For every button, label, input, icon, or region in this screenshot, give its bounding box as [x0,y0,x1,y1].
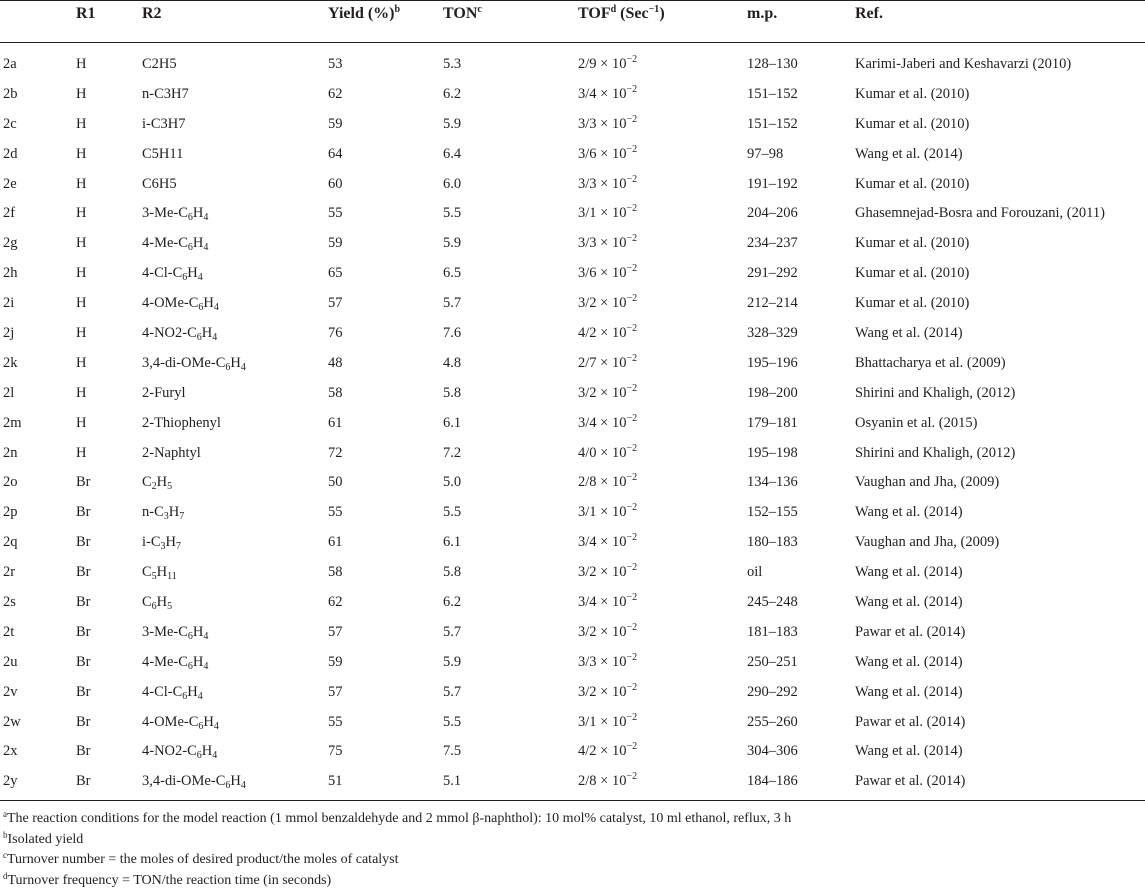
cell-compound-id: 2r [3,564,16,581]
cell-compound-id: 2f [3,205,16,222]
cell-r2: $3,4-di-OMe-C_6H_4$ [142,354,246,373]
cell-r1: Br [76,653,91,670]
cell-melting-point: 195–196 [747,354,798,371]
cell-melting-point: 151–152 [747,115,798,132]
cell-melting-point: 151–152 [747,85,798,102]
cell-yield: 61 [328,534,343,551]
header-r1: R1 [76,5,96,22]
cell-melting-point: 245–248 [747,594,798,611]
cell-reference: Kumar et al. (2010) [855,85,970,102]
cell-ton: 5.9 [443,653,462,670]
cell-compound-id: 2l [3,384,15,401]
cell-tof: $4/2 \times 10^{-2}$ [578,323,638,342]
cell-tof: $3/2 \times 10^{-2}$ [578,681,638,700]
cell-yield: 72 [328,444,343,461]
cell-ton: 6.2 [443,594,462,611]
cell-reference: Karimi-Jaberi and Keshavarzi (2010) [855,56,1072,72]
table-row [0,682,1145,712]
cell-compound-id: 2d [3,145,18,162]
cell-ton: 5.1 [443,773,462,790]
cell-r1: H [76,56,87,72]
cell-r1: Br [76,623,91,640]
cell-reference: Wang et al. (2014) [855,594,963,611]
table-row [0,413,1145,443]
cell-r1: Br [76,564,91,581]
table-row [0,144,1145,174]
cell-compound-id: 2v [3,683,18,700]
cell-melting-point: 250–251 [747,653,798,670]
cell-r2: 2-Thiophenyl [142,414,221,431]
cell-ton: 6.4 [443,145,462,162]
cell-reference: Vaughan and Jha, (2009) [855,534,1000,551]
cell-compound-id: 2o [3,474,18,491]
cell-yield: 50 [328,474,343,491]
cell-tof: $3/6 \times 10^{-2}$ [578,263,638,282]
cell-tof: $2/9 \times 10^{-2}$ [578,54,638,72]
table-row [0,592,1145,622]
cell-r1: H [76,384,87,401]
table-row [0,233,1145,263]
cell-ton: 5.5 [443,713,462,730]
footnote: $^c$Turnover number = the moles of desired product/the moles of catalyst [3,850,399,867]
table-row [0,712,1145,742]
table-row [0,502,1145,532]
cell-reference: Osyanin et al. (2015) [855,414,978,431]
cell-r2: 2-Naphtyl [142,444,201,461]
cell-r1: Br [76,743,91,760]
cell-tof: $3/2 \times 10^{-2}$ [578,562,638,581]
cell-r2: $4-Me-C_6H_4$ [142,653,209,672]
cell-yield: 57 [328,683,343,700]
cell-ton: 6.0 [443,175,462,192]
cell-r2: $n-C_3H_7$ [142,504,185,523]
cell-r2: 2-Furyl [142,384,186,401]
cell-ton: 7.2 [443,444,462,461]
cell-reference: Vaughan and Jha, (2009) [855,474,1000,491]
cell-ton: 5.8 [443,564,462,581]
cell-melting-point: 234–237 [747,235,798,252]
cell-ton: 5.0 [443,474,462,491]
cell-melting-point: 290–292 [747,683,798,700]
cell-r2: $i-C_3H_7$ [142,534,182,553]
cell-tof: $3/6 \times 10^{-2}$ [578,143,638,162]
table-row [0,54,1145,84]
table-row [0,353,1145,383]
cell-reference: Pawar et al. (2014) [855,623,966,640]
cell-yield: 57 [328,623,343,640]
cell-yield: 55 [328,713,343,730]
cell-compound-id: 2b [3,85,18,102]
table-row [0,652,1145,682]
cell-tof: $3/4 \times 10^{-2}$ [578,592,638,611]
cell-compound-id: 2h [3,265,18,282]
cell-reference: Wang et al. (2014) [855,683,963,700]
cell-melting-point: 152–155 [747,504,798,521]
cell-compound-id: 2y [3,773,18,790]
header-mp: m.p. [747,5,778,22]
cell-ton: 5.9 [443,235,462,252]
cell-r2: C5H11 [142,145,184,162]
cell-reference: Wang et al. (2014) [855,504,963,521]
cell-r1: H [76,414,87,431]
cell-melting-point: 179–181 [747,414,798,431]
cell-yield: 62 [328,594,343,611]
cell-compound-id: 2i [3,295,15,312]
table-row [0,532,1145,562]
cell-tof: $3/3 \times 10^{-2}$ [578,113,638,132]
table-row [0,741,1145,771]
cell-tof: $4/0 \times 10^{-2}$ [578,442,638,461]
cell-compound-id: 2s [3,594,16,611]
cell-reference: Pawar et al. (2014) [855,773,966,790]
cell-r1: H [76,145,87,162]
cell-compound-id: 2u [3,653,18,670]
table-row [0,263,1145,293]
table-row [0,114,1145,144]
cell-melting-point: 180–183 [747,534,798,551]
cell-r1: Br [76,474,91,491]
cell-ton: 6.5 [443,265,462,282]
cell-reference: Pawar et al. (2014) [855,713,966,730]
cell-r2: $3-Me-C_6H_4$ [142,623,209,642]
cell-compound-id: 2x [3,743,18,760]
cell-reference: Kumar et al. (2010) [855,265,970,282]
cell-r1: Br [76,504,91,521]
cell-r2: $4-Me-C_6H_4$ [142,235,209,254]
cell-yield: 58 [328,564,343,581]
cell-tof: $3/3 \times 10^{-2}$ [578,233,638,252]
cell-yield: 48 [328,354,343,371]
cell-melting-point: 212–214 [747,295,798,312]
cell-ton: 5.7 [443,295,462,312]
cell-melting-point: 291–292 [747,265,798,282]
cell-melting-point: 128–130 [747,56,798,72]
cell-yield: 61 [328,414,343,431]
cell-melting-point: 97–98 [747,145,784,162]
table-row [0,84,1145,114]
cell-r1: H [76,205,87,222]
table-row [0,472,1145,502]
header-r2: R2 [142,5,162,22]
cell-r2: $4-OMe-C_6H_4$ [142,713,219,732]
cell-tof: $2/7 \times 10^{-2}$ [578,352,638,371]
cell-yield: 51 [328,773,343,790]
cell-ton: 5.7 [443,623,462,640]
cell-tof: $3/1 \times 10^{-2}$ [578,203,638,222]
cell-compound-id: 2g [3,235,18,252]
cell-reference: Kumar et al. (2010) [855,175,970,192]
header-yield: Yield (%)$^b$ [328,4,401,22]
cell-r1: Br [76,594,91,611]
cell-reference: Kumar et al. (2010) [855,115,970,132]
header-tof: TOF$^d$ (Sec$^{-1}$) [578,4,665,22]
cell-reference: Shirini and Khaligh, (2012) [855,444,1016,461]
cell-ton: 7.5 [443,743,462,760]
footnote: $^d$Turnover frequency = TON/the reaction time (in seconds) [3,870,332,888]
table-header [0,0,1145,42]
table-row [0,771,1145,801]
cell-melting-point: 195–198 [747,444,798,461]
cell-reference: Wang et al. (2014) [855,325,963,342]
cell-reference: Kumar et al. (2010) [855,295,970,312]
cell-r1: Br [76,773,91,790]
cell-compound-id: 2k [3,354,18,371]
cell-tof: $3/1 \times 10^{-2}$ [578,502,638,521]
cell-tof: $3/4 \times 10^{-2}$ [578,83,638,102]
cell-reference: Wang et al. (2014) [855,145,963,162]
header-bottom-rule [0,42,1145,43]
cell-yield: 64 [328,145,343,162]
cell-ton: 5.5 [443,205,462,222]
table-row [0,622,1145,652]
cell-r1: H [76,115,87,132]
cell-melting-point: 204–206 [747,205,798,222]
cell-yield: 65 [328,265,343,282]
cell-ton: 5.9 [443,115,462,132]
cell-yield: 59 [328,115,343,132]
cell-r2: n-C3H7 [142,85,189,102]
cell-r1: H [76,295,87,312]
cell-r2: C2H5 [142,56,177,72]
cell-compound-id: 2c [3,115,17,132]
cell-ton: 5.7 [443,683,462,700]
table-bottom-rule [0,800,1145,801]
cell-yield: 59 [328,235,343,252]
cell-r2: $C_6H_5$ [142,594,173,613]
cell-yield: 62 [328,85,343,102]
cell-r2: $4-Cl-C_6H_4$ [142,265,203,284]
cell-compound-id: 2t [3,623,15,640]
cell-yield: 58 [328,384,343,401]
cell-r1: H [76,265,87,282]
cell-tof: $4/2 \times 10^{-2}$ [578,741,638,760]
cell-r1: H [76,175,87,192]
cell-ton: 6.1 [443,414,462,431]
cell-melting-point: 134–136 [747,474,798,491]
cell-compound-id: 2e [3,175,17,192]
cell-reference: Wang et al. (2014) [855,653,963,670]
cell-r1: H [76,444,87,461]
cell-r1: Br [76,713,91,730]
cell-compound-id: 2w [3,713,21,730]
cell-yield: 57 [328,295,343,312]
cell-reference: Wang et al. (2014) [855,564,963,581]
cell-ton: 7.6 [443,325,462,342]
cell-melting-point: 191–192 [747,175,798,192]
cell-tof: $3/2 \times 10^{-2}$ [578,293,638,312]
cell-r1: H [76,85,87,102]
cell-ton: 4.8 [443,354,462,371]
cell-compound-id: 2a [3,56,17,72]
cell-r1: H [76,354,87,371]
cell-r2: $3-Me-C_6H_4$ [142,205,209,224]
cell-r2: $4-OMe-C_6H_4$ [142,295,219,314]
cell-ton: 5.5 [443,504,462,521]
cell-r1: Br [76,534,91,551]
cell-tof: $3/3 \times 10^{-2}$ [578,173,638,192]
cell-r1: H [76,235,87,252]
cell-r1: Br [76,683,91,700]
cell-tof: $3/1 \times 10^{-2}$ [578,711,638,730]
cell-tof: $3/3 \times 10^{-2}$ [578,651,638,670]
cell-r2: i-C3H7 [142,115,186,132]
cell-melting-point: oil [747,564,763,581]
cell-tof: $3/2 \times 10^{-2}$ [578,382,638,401]
cell-reference: Bhattacharya et al. (2009) [855,354,1006,371]
table-row [0,203,1145,233]
cell-r2: $C_2H_5$ [142,474,173,493]
table-row [0,174,1145,204]
cell-tof: $3/4 \times 10^{-2}$ [578,532,638,551]
cell-ton: 5.8 [443,384,462,401]
cell-melting-point: 198–200 [747,384,798,401]
cell-r2: $4-Cl-C_6H_4$ [142,683,203,702]
cell-tof: $2/8 \times 10^{-2}$ [578,771,638,790]
cell-melting-point: 181–183 [747,623,798,640]
cell-melting-point: 304–306 [747,743,798,760]
cell-compound-id: 2p [3,504,18,521]
cell-r2: $C_5H_{11}$ [142,564,177,583]
cell-reference: Wang et al. (2014) [855,743,963,760]
cell-compound-id: 2m [3,414,22,431]
cell-reference: Shirini and Khaligh, (2012) [855,384,1016,401]
cell-compound-id: 2n [3,444,18,461]
table-row [0,443,1145,473]
cell-r2: $3,4-di-OMe-C_6H_4$ [142,773,246,792]
cell-yield: 53 [328,56,343,72]
header-ref: Ref. [855,5,883,22]
cell-reference: Ghasemnejad-Bosra and Forouzani, (2011) [855,205,1105,222]
table-row [0,293,1145,323]
header-ton: TON$^c$ [443,4,482,22]
footnote: $^a$The reaction conditions for the model reaction (1 mmol benzaldehyde and 2 mmol β-naphthol): 10 mol% catalyst, 10 ml ethanol, reflux, 3 h [3,809,792,826]
cell-yield: 60 [328,175,343,192]
cell-compound-id: 2j [3,325,15,342]
table-row [0,562,1145,592]
footnote: $^b$Isolated yield [3,829,84,847]
cell-tof: $3/4 \times 10^{-2}$ [578,412,638,431]
cell-reference: Kumar et al. (2010) [855,235,970,252]
cell-yield: 55 [328,504,343,521]
table-row [0,383,1145,413]
table-footnotes [3,809,1143,891]
cell-melting-point: 328–329 [747,325,798,342]
cell-melting-point: 255–260 [747,713,798,730]
table-row [0,323,1145,353]
cell-melting-point: 184–186 [747,773,798,790]
cell-ton: 6.1 [443,534,462,551]
cell-yield: 59 [328,653,343,670]
cell-ton: 6.2 [443,85,462,102]
cell-tof: $3/2 \times 10^{-2}$ [578,621,638,640]
table-body [0,54,1145,801]
cell-yield: 76 [328,325,343,342]
cell-r2: C6H5 [142,175,177,192]
cell-ton: 5.3 [443,56,462,72]
cell-r2: $4-NO2-C_6H_4$ [142,743,218,762]
cell-tof: $2/8 \times 10^{-2}$ [578,472,638,491]
cell-yield: 75 [328,743,343,760]
cell-yield: 55 [328,205,343,222]
cell-r2: $4-NO2-C_6H_4$ [142,325,218,344]
cell-compound-id: 2q [3,534,18,551]
cell-r1: H [76,325,87,342]
